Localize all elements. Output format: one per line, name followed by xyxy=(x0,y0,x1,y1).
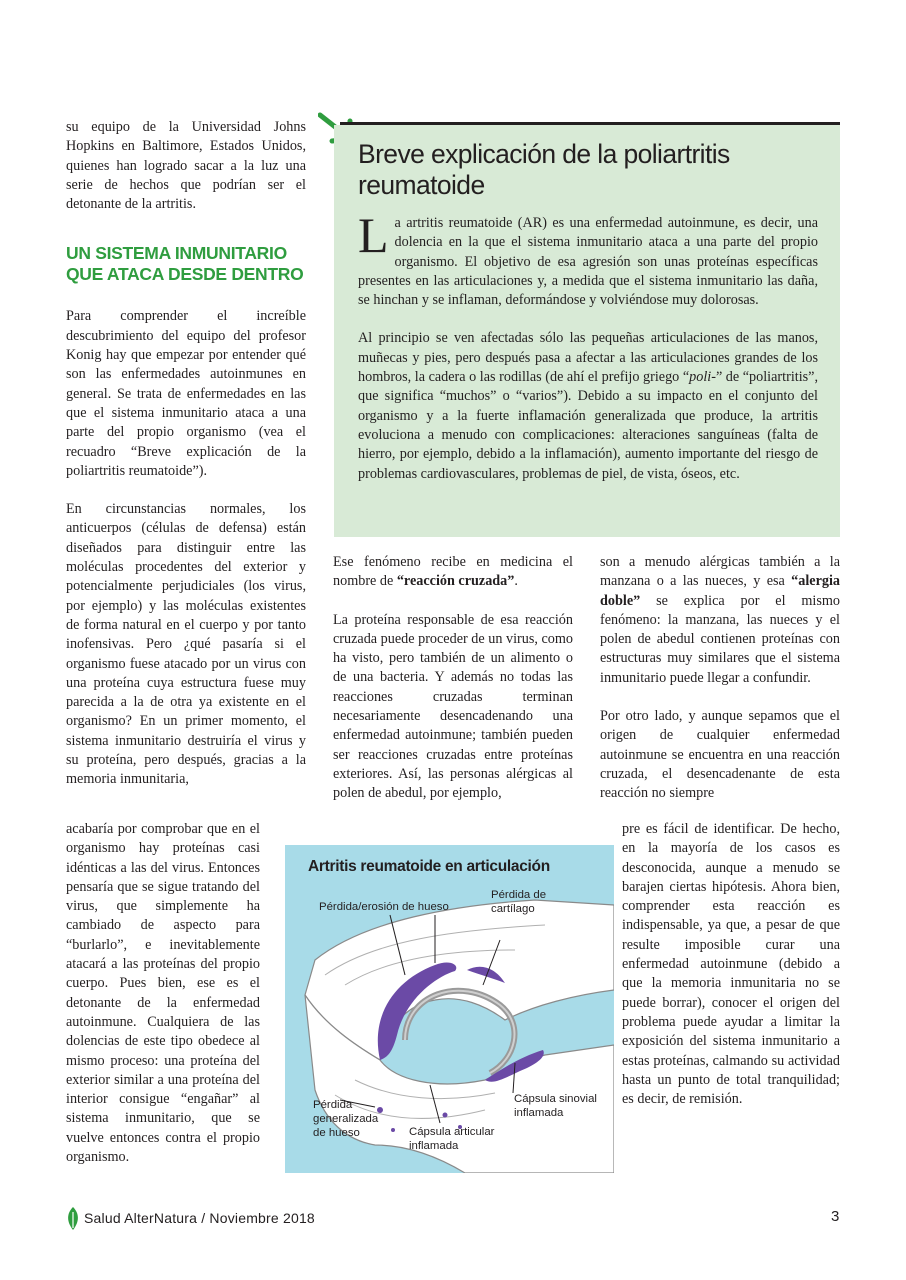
label-generalized-bone-loss: Pérdida generalizada de hueso xyxy=(313,1099,379,1139)
leaf-logo-icon xyxy=(66,1206,80,1232)
label-joint-capsule: Cápsula articular inflamada xyxy=(409,1126,495,1152)
paragraph: Ese fenómeno recibe en medicina el nombre de “reacción cruzada”. xyxy=(333,554,573,590)
paragraph: acabaría por comprobar que en el organismo hay proteínas casi idénticas a las del virus. Entonces pensaría que se sigue tratando del virus, que simplemente ha cambiado de aspecto para “burlarlo”, e inevitablemente atacará a las proteínas del propio cuerpo. Pues bien, ese es el detonante de la enfermedad autoinmune. Cualquiera de las dolencias de este tipo obedece al mismo proceso: una proteína del exterior similar a una proteína del interior consigue “engañar” al sistema inmunitario, que se vuelve entonces contra el propio organismo. xyxy=(66,821,260,1166)
paragraph: Por otro lado, y aunque sepamos que el origen de cualquier enfermedad autoinmune se encuentra en una reacción cruzada, el desencadenante de esta reacción no siempre xyxy=(600,708,840,802)
box-title: Breve explicación de la poliartritis reumatoide xyxy=(358,139,730,200)
box-paragraph: La artritis reumatoide (AR) es una enfermedad autoinmune, es decir, una dolencia en la que el sistema inmunitario ataca a una parte del propio organismo. El objetivo de esa agresión son unas proteínas específicas presentes en las articulaciones y, a medida que el sistema inmunitario las daña, se hinchan y se inflaman, deformándose y volviéndose muy dolorosas. xyxy=(358,207,818,309)
footer-publication: Salud AlterNatura / Noviembre 2018 xyxy=(84,1210,315,1226)
paragraph: Para comprender el increíble descubrimiento del equipo del profesor Konig hay que empezar por entender qué son las enfermedades autoinmunes en general. Se trata de enfermedades en las que el sistema inmunitario ataca a una parte del propio organismo (vea el recuadro “Breve explicación de la poliartritis reumatoide”). xyxy=(66,308,306,479)
term-alergia-doble: “alergia doble” xyxy=(600,573,840,609)
label-bone-loss: Pérdida/erosión de hueso xyxy=(319,901,449,913)
box-body xyxy=(358,207,819,484)
term-reaccion-cruzada: “reacción cruzada” xyxy=(396,573,515,590)
intro-paragraph: su equipo de la Universidad Johns Hopkins en Baltimore, Estados Unidos, quienes han logrado sacar a la luz una serie de hechos que podrían ser el detonante de la artritis. xyxy=(66,119,306,213)
paragraph: La proteína responsable de esa reacción cruzada puede proceder de un virus, como ha visto, pero también de un alimento o de una bacteria. Y además no todas las reacciones cruzadas terminan necesariamente desencadenando una enfermedad autoinmune; también pueden ser reacciones cruzadas entre proteínas exteriores. Así, las personas alérgicas al polen de abedul, por ejemplo, xyxy=(333,611,573,802)
section-subheading: UN SISTEMA INMUNITARIO QUE ATACA DESDE DENTRO xyxy=(66,243,304,285)
paragraph: pre es fácil de identificar. De hecho, en la mayoría de los casos es desconocida, aunque a menudo se barajen ciertas hipótesis. Ahora bien, comprender esta reacción es indispensable, ya que, a pesar de que resulte imposible curar una enfermedad autoinmune (debido a que la memoria inmunitaria no se puede borrar), conocer el origen del problema puede ayudar a limitar la exposición del sistema inmunitario a estas proteínas, calmando su actividad hasta un punto de total tranquilidad; es decir, de remisión. xyxy=(622,821,840,1108)
column-3 xyxy=(600,553,840,804)
label-cartilage-loss: Pérdida de cartílago xyxy=(491,889,547,915)
label-synovial-capsule: Cápsula sinovial inflamada xyxy=(514,1093,597,1119)
upper-bone xyxy=(305,900,614,1060)
column-3-continued xyxy=(622,820,840,1109)
column-2 xyxy=(333,553,573,804)
figure-title: Artritis reumatoide en articulación xyxy=(308,858,550,875)
paragraph: son a menudo alérgicas también a la manzana o a las nueces, y esa “alergia doble” se explica por el mismo fenómeno: la manzana, las nueces y el polen de abedul contienen proteínas con estructuras muy similares que el sistema inmunitario puede llegar a confundir. xyxy=(600,554,840,686)
drop-cap: L xyxy=(358,207,389,263)
page-number: 3 xyxy=(831,1208,840,1225)
paragraph: En circunstancias normales, los anticuerpos (células de defensa) están diseñados para distinguir entre las moléculas procedentes del exterior y potencialmente perjudiciales (los virus, por ejemplo) y las moléculas existentes de forma natural en el cuerpo y por tanto inofensivas. Pero ¿qué pasaría si el organismo fuese atacado por un virus con una proteína cuya estructura fuese muy parecida a la de otra ya existente en el organismo? En un primer momento, el sistema inmunitario destruiría el virus y su proteína, pero después, gracias a la memoria inmunitaria, xyxy=(66,501,306,788)
column-1 xyxy=(66,118,306,790)
explanation-box xyxy=(334,125,840,537)
box-paragraph: Al principio se ven afectadas sólo las pequeñas articulaciones de las manos, muñecas y pies, pero después pasa a afectar a las articulaciones grandes de los hombros, la cadera o las rodillas (de ahí el prefijo griego “poli-” de “poliartritis”, que significa “muchos” o “varios”). Debido a su impacto en el conjunto del organismo y a la fuerte inflamación generalizada que produce, la artritis evoluciona a menudo con complicaciones: alteraciones sanguíneas (falta de hierro, por ejemplo, debido a la inflamación), aumento importante del riesgo de problemas cardiovasculares, problemas de piel, de vista, óseos, etc. xyxy=(358,330,819,482)
column-1-continued xyxy=(66,820,260,1167)
joint-illustration xyxy=(285,845,614,1173)
